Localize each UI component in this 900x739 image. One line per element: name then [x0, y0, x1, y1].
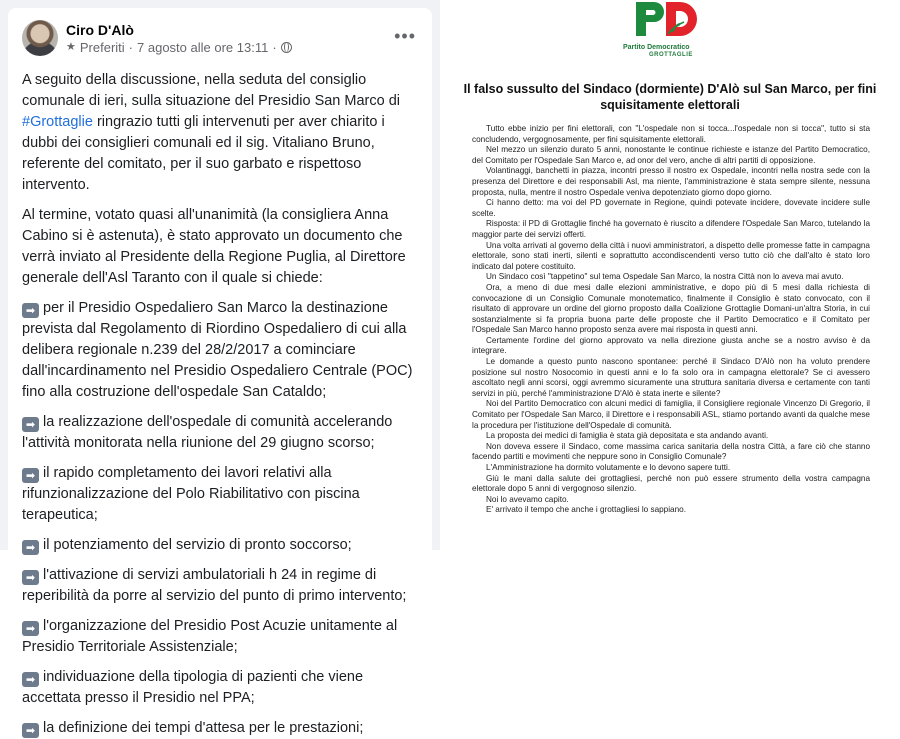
document-paragraph: Noi lo avevamo capito. — [486, 494, 569, 504]
document-paragraph: Giù le mani dalla salute dei grottagliesi, perché non può essere strumento della vostra campagna elettorale dopo 5 anni di vergognoso silenzio. — [472, 473, 870, 494]
post-card — [8, 8, 432, 737]
document-paragraph: Ci hanno detto: ma voi del PD governate in Regione, quindi potevate incidere, dovevate incidere sulle scelte. — [472, 198, 870, 218]
list-item-text: l'attivazione di servizi ambulatoriali h 24 in regime di reperibilità da porre al servizio del punto di primo intervento; — [22, 567, 407, 604]
post-meta — [66, 39, 292, 56]
list-item — [22, 565, 418, 607]
list-item-text: individuazione della tipologia di pazienti che viene accettata presso il Presidio nel PPA; — [22, 669, 364, 706]
list-item — [22, 535, 418, 556]
post-paragraph-2: Al termine, votato quasi all'unanimità (la consigliera Anna Cabino si è astenuta), è stato approvato un documento che verrà inviato al Presidente della Regione Puglia, al Direttore generale dell'Asl Taranto con il quale si chiede: — [22, 207, 406, 286]
document-paragraph: E' arrivato il tempo che anche i grottagliesi lo sappiano. — [486, 505, 686, 515]
post-timestamp[interactable]: 7 agosto alle ore 13:11 — [137, 39, 269, 55]
list-item-text: il rapido completamento dei lavori relativi alla rifunzionalizzazione del Polo Riabilitativo con piscina terapeutica; — [22, 465, 360, 523]
author-block — [66, 21, 292, 56]
document-paragraph: Un Sindaco così "tappetino" sul tema Ospedale San Marco, la nostra Città non lo aveva mai avuto. — [486, 272, 844, 282]
more-options-icon[interactable]: ••• — [394, 26, 416, 46]
meta-separator-2: · — [272, 39, 277, 55]
list-item-text: l'organizzazione del Presidio Post Acuzie unitamente al Presidio Territoriale Assistenziale; — [22, 618, 398, 655]
meta-separator: · — [128, 39, 134, 55]
right-arrow-icon: ➡ — [22, 540, 39, 555]
list-item — [22, 298, 418, 403]
avatar[interactable] — [22, 20, 58, 56]
list-item-text: per il Presidio Ospedaliero San Marco la destinazione prevista dal Regolamento di Riordino Ospedaliero di cui alla delibera regionale n.239 del 28/2/2017 a cominciare dall'incardinamento nel Presidio Ospedaliero Centrale (POC) fino alla costruzione dell'ospedale San Cataldo; — [22, 300, 413, 400]
document-paragraph: Risposta: il PD di Grottaglie finché ha governato è riuscito a difendere l'Ospedale San Marco, tutelando la maggior parte dei servizi offerti. — [472, 219, 870, 239]
document-paragraph: Una volta arrivati al governo della città i nuovi amministratori, a dispetto delle promesse fatte in campagna elettorale, sono stati inerti, silenti e soprattutto accondiscendenti verso tutto ciò che dall'alto è stato loro indicato dal potere costituito. — [472, 240, 870, 271]
list-item — [22, 412, 418, 454]
list-item — [22, 667, 418, 709]
star-icon: ★ — [66, 40, 76, 53]
document-paragraph: Volantinaggi, banchetti in piazza, incontri presso il nostro ex Ospedale, incontri nella nostra sede con la presenza del Direttore e dei responsabili Asl, ma niente, l'amministrazione è stata sempre silente, nessuna proposta, nulla, mentre il nostro Ospedale veniva depotenziato giorno dopo giorno. — [472, 166, 870, 197]
right-arrow-icon: ➡ — [22, 723, 39, 738]
paragraph-text: ringrazio tutti gli intervenuti per aver chiarito i dubbi dei consiglieri comunali ed il sig. Vitaliano Bruno, referente del comitato, per il suo garbato e rispettoso intervento. — [22, 114, 385, 193]
logo-text: Partito Democratico — [623, 44, 690, 51]
document-scan — [440, 0, 900, 550]
right-arrow-icon: ➡ — [22, 672, 39, 687]
document-paragraph: Tutto ebbe inizio per fini elettorali, con "L'ospedale non si tocca...l'ospedale non si tocca", tutto si sta concludendo, vergognosamente, per fini squisitamente elettorali. — [472, 124, 870, 144]
right-arrow-icon: ➡ — [22, 621, 39, 636]
document-paragraph: Noi del Partito Democratico con alcuni medici di famiglia, il Consigliere regionale Vincenzo Di Gregorio, il Comitato per l'Ospedale San Marco, il Direttore e i responsabili ASL, stiamo portando avanti da qualche mese la procedura per l'istituzione dell'Ospedale di comunità. — [472, 399, 870, 430]
right-arrow-icon: ➡ — [22, 417, 39, 432]
list-item — [22, 718, 418, 739]
list-item-text: la realizzazione dell'ospedale di comunità accelerando l'attività monitorata nella riunione del 29 giugno scorso; — [22, 414, 393, 451]
post-paragraph-1 — [22, 70, 418, 196]
list-item — [22, 616, 418, 658]
logo-subtext: GROTTAGLIE — [649, 52, 693, 58]
right-arrow-icon: ➡ — [22, 303, 39, 318]
document-paragraph: Le domande a questo punto nascono spontanee: perché il Sindaco D'Alò non ha voluto prendere posizione sul nostro Nosocomio in questi anni e lo fa solo ora in campagna elettorale? Se ci avessero ascoltato negli anni scorsi, oggi avremmo sicuramente una struttura sanitaria diversa e certamente con tanti servizi in più, perché l'amministrazione D'Alò è stata inerte e silente? — [472, 357, 870, 398]
document-body — [472, 124, 870, 516]
author-name[interactable]: Ciro D'Alò — [66, 21, 134, 38]
document-paragraph: La proposta dei medici di famiglia è stata già depositata e sta andando avanti. — [486, 431, 769, 441]
document-paragraph: Non doveva essere il Sindaco, come massima carica sanitaria della nostra Città, a fare ciò che stanno facendo partiti e movimenti che neppure sono in Consiglio Comunale? — [472, 441, 870, 462]
globe-icon — [281, 42, 292, 53]
list-item-text: la definizione dei tempi d'attesa per le prestazioni; — [43, 720, 364, 736]
document-paragraph: Nel mezzo un silenzio durato 5 anni, nonostante le continue richieste e istanze del Partito Democratico, del Comitato per l'Ospedale San Marco e, ad onor del vero, anche di altri partiti di opposizione. — [472, 145, 870, 165]
right-arrow-icon: ➡ — [22, 468, 39, 483]
post-header — [22, 18, 418, 58]
document-title: Il falso sussulto del Sindaco (dormiente) D'Alò sul San Marco, per fini squisitamente elettorali — [463, 82, 877, 112]
list-item — [22, 463, 418, 526]
document-paragraph: Ora, a meno di due mesi dalle elezioni amministrative, e dopo più di 5 mesi dalla richiesta di convocazione di un Consiglio Comunale monotematico, finalmente il Consiglio è stato convocato, con il risultato di approvare un ordine del giorno proposto dalla Coalizione Grottaglie Domani-un'altra Storia, in cui sostanzialmente si fa propria buona parte delle proposte che il Partito Democratico e il Comitato per l'Ospedale San Marco hanno proposto senza avere mai risposta in questi anni. — [472, 282, 870, 335]
list-item-text: il potenziamento del servizio di pronto soccorso; — [43, 537, 352, 553]
facebook-post — [0, 0, 440, 737]
paragraph-text: A seguito della discussione, nella seduta del consiglio comunale di ieri, sulla situazione del Presidio San Marco di — [22, 72, 400, 109]
post-body — [22, 70, 418, 739]
document-paragraph: Certamente l'ordine del giorno approvato va nella direzione giusta anche se a nostro avviso è da integrare. — [472, 335, 870, 356]
visibility-label: Preferiti — [79, 39, 125, 55]
hashtag-link[interactable]: #Grottaglie — [22, 114, 93, 130]
right-arrow-icon: ➡ — [22, 570, 39, 585]
document-paragraph: L'Amministrazione ha dormito volutamente e lo devono sapere tutti. — [486, 463, 731, 472]
